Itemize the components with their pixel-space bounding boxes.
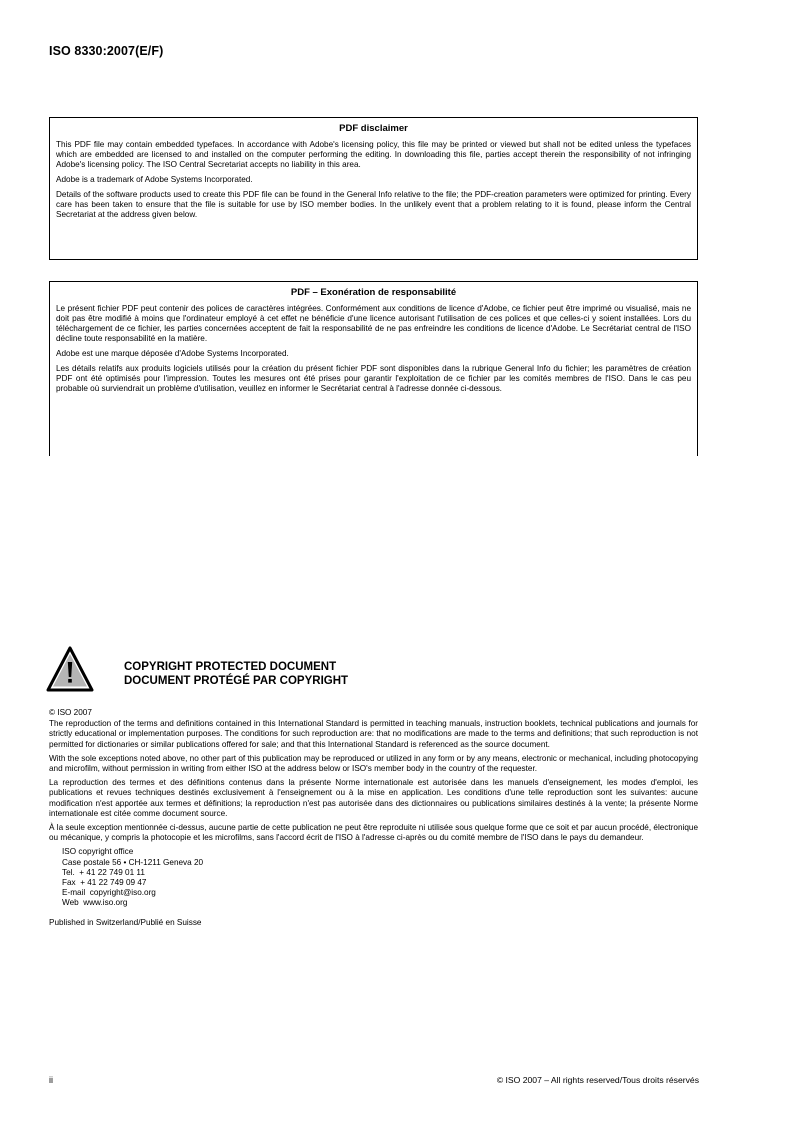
copyright-paragraph: With the sole exceptions noted above, no other part of this publication may be reproduced or utilized in any form or by any means, electronic or mechanical, including photocopying and microfilm, without permission in writing from either ISO at the address below or ISO's member body in the country of the requester. [49, 753, 698, 774]
published-line: Published in Switzerland/Publié en Suisse [49, 917, 202, 927]
disclaimer-paragraph: This PDF file may contain embedded typefaces. In accordance with Adobe's licensing policy, this file may be printed or viewed but shall not be edited unless the typefaces which are embedded are licensed to and installed on the computer performing the editing. In downloading this file, parties accept therein the responsibility of not infringing Adobe's licensing policy. The ISO Central Secretariat accepts no liability in this area. [56, 140, 691, 169]
contact-office: ISO copyright office [62, 847, 134, 857]
copyright-heading [124, 660, 348, 688]
disclaimer-paragraph: Details of the software products used to create this PDF file can be found in the General Info relative to the file; the PDF-creation parameters were optimized for printing. Every care has been taken to ensure that the file is suitable for use by ISO member bodies. In the unlikely event that a problem relating to it is found, please inform the Central Secretariat at the address given below. [56, 190, 691, 219]
contact-fax: Fax + 41 22 749 09 47 [62, 878, 147, 888]
contact-email: E-mail copyright@iso.org [62, 888, 156, 898]
copyright-paragraph: The reproduction of the terms and definitions contained in this International Standard is permitted in teaching manuals, instruction booklets, technical publications and journals for strictly educational or implementation purposes. The conditions for such reproduction are: that no modifications are made to the terms and definitions; that such reproduction is not permitted for dictionaries or similar publications offered for sale; and that this International Standard is referenced as the source document. [49, 719, 698, 749]
footer-rights: © ISO 2007 – All rights reserved/Tous droits réservés [496, 1075, 699, 1085]
contact-block [62, 847, 698, 908]
contact-web: Web www.iso.org [62, 898, 128, 908]
exoneration-paragraph: Les détails relatifs aux produits logiciels utilisés pour la création du présent fichier PDF sont disponibles dans la rubrique General Info du fichier; les paramètres de création PDF ont été optimisés pour l'impression. Toutes les mesures ont été prises pour garantir l'exploitation de ce fichier par les comités membres de l'ISO. Dans le cas peu probable où surviendrait un problème d'utilisation, veuillez en informer le Secrétariat central à l'adresse donnée ci-dessous. [56, 364, 691, 393]
copyright-paragraph: À la seule exception mentionnée ci-dessus, aucune partie de cette publication ne peut être reproduite ni utilisée sous quelque forme que ce soit et par aucun procédé, électronique ou mécanique, y compris la photocopie et les microfilms, sans l'accord écrit de l'ISO à l'adresse ci-après ou du comité membre de l'ISO dans le pays du demandeur. [49, 823, 698, 843]
pdf-exoneration-title: PDF – Exonération de responsabilité [290, 287, 457, 298]
contact-tel: Tel. + 41 22 749 01 11 [62, 867, 145, 877]
copyright-heading-en: COPYRIGHT PROTECTED DOCUMENT [124, 661, 337, 673]
warning-triangle-icon [46, 646, 94, 692]
copyright-year: © ISO 2007 [49, 708, 92, 717]
copyright-heading-fr: DOCUMENT PROTÉGÉ PAR COPYRIGHT [124, 675, 349, 687]
disclaimer-paragraph: Adobe is a trademark of Adobe Systems Incorporated. [56, 175, 253, 184]
copyright-body [49, 708, 698, 928]
pdf-disclaimer-box [49, 117, 698, 260]
pdf-disclaimer-title: PDF disclaimer [339, 123, 408, 134]
contact-address: Case postale 56 • CH-1211 Geneva 20 [62, 857, 204, 867]
copyright-paragraph: La reproduction des termes et des définitions contenus dans la présente Norme internationale est autorisée dans les manuels d'enseignement, les modes d'emploi, les publications et revues techniques destinés exclusivement à l'enseignement ou à la mise en application. Les conditions d'une telle reproduction sont les suivantes: aucune modification n'est apportée aux termes et définitions; la reproduction n'est pas autorisée dans des dictionnaires ou publications similaires destinés à la vente; la présente Norme internationale est citée comme document source. [49, 778, 698, 818]
pdf-exoneration-box [49, 281, 698, 456]
exoneration-paragraph: Le présent fichier PDF peut contenir des polices de caractères intégrées. Conformément aux conditions de licence d'Adobe, ce fichier peut être imprimé ou visualisé, mais ne doit pas être modifié à moins que l'ordinateur employé à cet effet ne bénéficie d'une licence autorisant l'utilisation de ces polices et que celles-ci y soient installées. Lors du téléchargement de ce fichier, les parties concernées acceptent de fait la responsabilité de ne pas enfreindre les conditions de licence d'Adobe. Le Secrétariat central de l'ISO décline toute responsabilité en la matière. [56, 304, 691, 343]
document-id-header: ISO 8330:2007(E/F) [49, 44, 164, 58]
exoneration-paragraph: Adobe est une marque déposée d'Adobe Systems Incorporated. [56, 349, 289, 358]
page-number: ii [49, 1075, 53, 1085]
